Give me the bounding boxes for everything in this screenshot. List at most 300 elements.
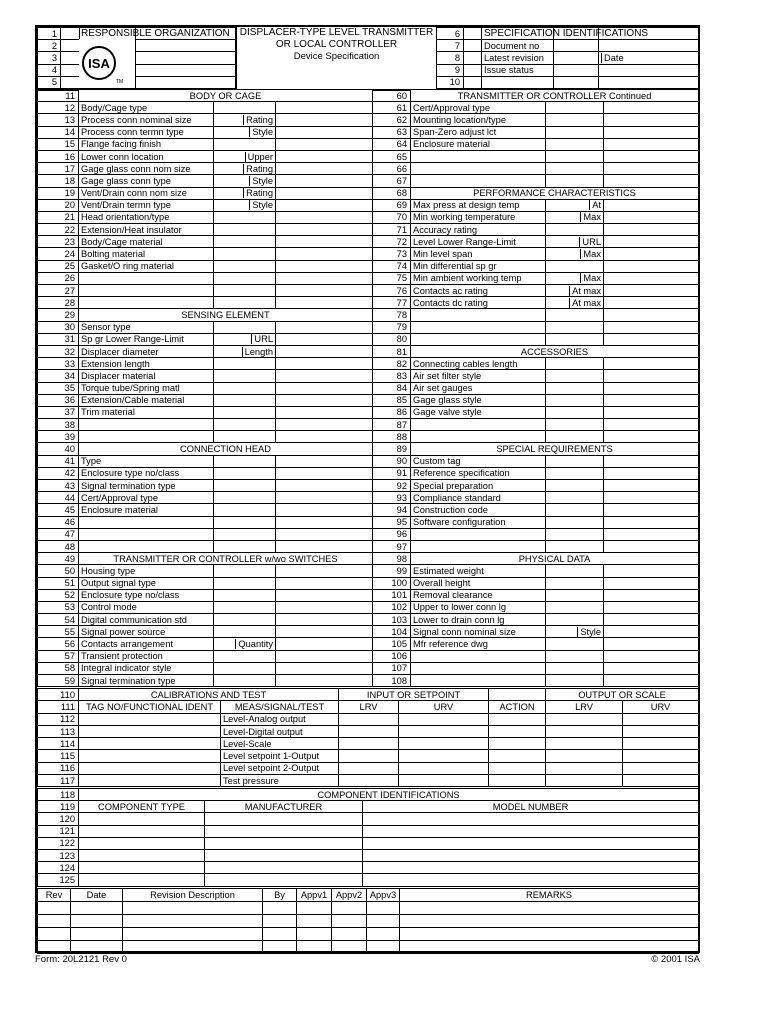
- field-value-2[interactable]: [276, 614, 373, 626]
- cal-value[interactable]: [546, 713, 623, 725]
- field-value[interactable]: [214, 333, 276, 345]
- field-value-2[interactable]: [276, 467, 373, 479]
- field-value-2[interactable]: [604, 138, 699, 150]
- cal-value[interactable]: [339, 725, 399, 737]
- field-value-2[interactable]: [276, 601, 373, 613]
- component-field[interactable]: [363, 874, 699, 886]
- field-value-2[interactable]: [276, 540, 373, 552]
- field-value-2[interactable]: [604, 236, 699, 248]
- cal-value[interactable]: [623, 775, 699, 787]
- field-value[interactable]: [546, 528, 604, 540]
- field-value[interactable]: [214, 248, 276, 260]
- cal-value[interactable]: [339, 775, 399, 787]
- field-value-2[interactable]: [604, 614, 699, 626]
- field-value-2[interactable]: [604, 577, 699, 589]
- field-value[interactable]: [214, 565, 276, 577]
- field-value[interactable]: [546, 333, 604, 345]
- org-field[interactable]: [136, 52, 236, 64]
- field-value[interactable]: [546, 309, 604, 321]
- field-value[interactable]: [546, 150, 604, 162]
- component-field[interactable]: [363, 862, 699, 874]
- field-label: [79, 419, 214, 431]
- field-value-2[interactable]: [604, 285, 699, 297]
- field-value-2[interactable]: [604, 431, 699, 443]
- field-value[interactable]: [546, 248, 604, 260]
- rev-field[interactable]: [71, 941, 123, 954]
- rev-field[interactable]: [297, 941, 332, 954]
- field-value[interactable]: [214, 175, 276, 187]
- field-value-2[interactable]: [604, 321, 699, 333]
- field-value[interactable]: [214, 321, 276, 333]
- rev-field[interactable]: [297, 915, 332, 928]
- component-field[interactable]: [363, 837, 699, 849]
- rev-field[interactable]: [123, 902, 263, 915]
- spec-row: [373, 90, 699, 102]
- line-number: 112: [38, 713, 79, 725]
- field-value-2[interactable]: [276, 431, 373, 443]
- field-value[interactable]: [546, 638, 604, 650]
- rev-field[interactable]: [332, 928, 367, 941]
- field-value[interactable]: [214, 589, 276, 601]
- field-value[interactable]: [546, 272, 604, 284]
- field-value[interactable]: [546, 370, 604, 382]
- cal-value[interactable]: [623, 762, 699, 774]
- field-value-2[interactable]: [604, 528, 699, 540]
- rev-field[interactable]: [332, 902, 367, 915]
- tag-field[interactable]: [79, 762, 221, 774]
- field-value[interactable]: [546, 260, 604, 272]
- field-value-2[interactable]: [276, 504, 373, 516]
- field-value-2[interactable]: [276, 455, 373, 467]
- field-value-2[interactable]: [604, 224, 699, 236]
- cal-value[interactable]: [399, 713, 489, 725]
- field-value[interactable]: [214, 370, 276, 382]
- field-value-2[interactable]: [604, 601, 699, 613]
- field-value-2[interactable]: [604, 370, 699, 382]
- field-value[interactable]: [214, 638, 276, 650]
- field-value[interactable]: [214, 662, 276, 674]
- field-value[interactable]: [546, 382, 604, 394]
- cal-value[interactable]: [623, 750, 699, 762]
- component-field[interactable]: [79, 874, 205, 886]
- field-value-2[interactable]: [604, 589, 699, 601]
- field-value[interactable]: [214, 236, 276, 248]
- component-field[interactable]: [363, 849, 699, 861]
- field-value[interactable]: [214, 431, 276, 443]
- field-value-2[interactable]: [604, 114, 699, 126]
- field-value-2[interactable]: [276, 662, 373, 674]
- field-label: [411, 528, 546, 540]
- spec-row: [38, 199, 373, 211]
- field-value-2[interactable]: [604, 406, 699, 418]
- field-value[interactable]: [546, 455, 604, 467]
- rev-field[interactable]: [367, 915, 400, 928]
- field-value-2[interactable]: [604, 455, 699, 467]
- tag-field[interactable]: [79, 750, 221, 762]
- field-value[interactable]: [546, 114, 604, 126]
- org-field[interactable]: [136, 76, 236, 88]
- field-value-2[interactable]: [604, 662, 699, 674]
- cal-value[interactable]: [399, 750, 489, 762]
- spec-date-field[interactable]: [599, 52, 699, 64]
- field-value-2[interactable]: [276, 589, 373, 601]
- field-value-2[interactable]: [604, 199, 699, 211]
- rev-field[interactable]: [38, 941, 71, 954]
- field-value[interactable]: [546, 540, 604, 552]
- rev-field[interactable]: [263, 928, 297, 941]
- field-value[interactable]: [546, 285, 604, 297]
- field-value[interactable]: [546, 431, 604, 443]
- rev-field[interactable]: [367, 928, 400, 941]
- field-value[interactable]: [546, 406, 604, 418]
- field-value-2[interactable]: [604, 516, 699, 528]
- field-value[interactable]: [214, 626, 276, 638]
- field-value[interactable]: [214, 199, 276, 211]
- field-value-2[interactable]: [276, 187, 373, 199]
- rev-field[interactable]: [367, 902, 400, 915]
- field-value-2[interactable]: [604, 492, 699, 504]
- field-value-2[interactable]: [276, 199, 373, 211]
- field-value-2[interactable]: [604, 211, 699, 223]
- field-value[interactable]: [214, 382, 276, 394]
- field-label: [411, 431, 546, 443]
- field-value-2[interactable]: [604, 150, 699, 162]
- tag-field[interactable]: [79, 775, 221, 787]
- field-label: Lower to drain conn lg: [411, 614, 546, 626]
- rev-field[interactable]: [123, 928, 263, 941]
- rev-field[interactable]: [400, 902, 699, 915]
- spec-value[interactable]: [554, 76, 599, 88]
- cal-value[interactable]: [546, 738, 623, 750]
- rev-field[interactable]: [38, 928, 71, 941]
- component-field[interactable]: [79, 825, 205, 837]
- field-value-2[interactable]: [604, 650, 699, 662]
- sub-label: At max: [569, 298, 601, 308]
- cal-value[interactable]: [399, 775, 489, 787]
- rev-field[interactable]: [367, 941, 400, 954]
- field-value-2[interactable]: [276, 358, 373, 370]
- field-label: Software configuration: [411, 516, 546, 528]
- field-value[interactable]: [546, 589, 604, 601]
- line-number: 33: [38, 358, 79, 370]
- field-value-2[interactable]: [276, 394, 373, 406]
- rev-field[interactable]: [332, 915, 367, 928]
- field-value[interactable]: [214, 102, 276, 114]
- field-value[interactable]: [546, 662, 604, 674]
- cal-value[interactable]: [339, 738, 399, 750]
- field-value[interactable]: [546, 163, 604, 175]
- tag-field[interactable]: [79, 738, 221, 750]
- cal-value[interactable]: [489, 775, 546, 787]
- field-value[interactable]: [214, 114, 276, 126]
- field-value-2[interactable]: [276, 345, 373, 357]
- field-value-2[interactable]: [276, 138, 373, 150]
- field-value[interactable]: [546, 321, 604, 333]
- spec-date-field[interactable]: [599, 40, 699, 52]
- field-value[interactable]: [214, 224, 276, 236]
- field-value[interactable]: [214, 675, 276, 687]
- component-field[interactable]: [363, 813, 699, 825]
- field-value-2[interactable]: [604, 358, 699, 370]
- field-value[interactable]: [214, 211, 276, 223]
- field-value[interactable]: [546, 601, 604, 613]
- field-value[interactable]: [214, 528, 276, 540]
- cal-value[interactable]: [623, 713, 699, 725]
- rev-field[interactable]: [38, 902, 71, 915]
- field-value-2[interactable]: [276, 260, 373, 272]
- field-value-2[interactable]: [604, 540, 699, 552]
- field-value[interactable]: [546, 480, 604, 492]
- spec-date-field[interactable]: [599, 76, 699, 88]
- field-value-2[interactable]: [604, 675, 699, 687]
- field-value-2[interactable]: [276, 333, 373, 345]
- field-value-2[interactable]: [276, 175, 373, 187]
- field-value-2[interactable]: [276, 114, 373, 126]
- field-value[interactable]: [214, 540, 276, 552]
- field-value-2[interactable]: [604, 309, 699, 321]
- spec-label: Latest revision: [482, 52, 554, 64]
- field-value[interactable]: [214, 297, 276, 309]
- field-value-2[interactable]: [276, 675, 373, 687]
- field-label: Air set gauges: [411, 382, 546, 394]
- field-value[interactable]: [214, 406, 276, 418]
- tag-field[interactable]: [79, 713, 221, 725]
- field-value[interactable]: [546, 297, 604, 309]
- field-value-2[interactable]: [604, 480, 699, 492]
- field-value[interactable]: [214, 492, 276, 504]
- cal-value[interactable]: [489, 725, 546, 737]
- spec-row: [38, 102, 373, 114]
- field-value-2[interactable]: [604, 297, 699, 309]
- line-number: 103: [373, 614, 411, 626]
- field-value-2[interactable]: [276, 102, 373, 114]
- rev-field[interactable]: [123, 915, 263, 928]
- field-value[interactable]: [214, 601, 276, 613]
- right-column-table: [372, 89, 699, 687]
- component-field[interactable]: [363, 825, 699, 837]
- field-value-2[interactable]: [276, 626, 373, 638]
- field-value-2[interactable]: [276, 638, 373, 650]
- field-value[interactable]: [214, 504, 276, 516]
- rev-field[interactable]: [71, 915, 123, 928]
- field-value[interactable]: [214, 467, 276, 479]
- line-number: 32: [38, 345, 79, 357]
- field-value[interactable]: [546, 394, 604, 406]
- field-value[interactable]: [546, 175, 604, 187]
- cal-value[interactable]: [339, 762, 399, 774]
- cal-value[interactable]: [546, 750, 623, 762]
- field-value-2[interactable]: [604, 467, 699, 479]
- field-value[interactable]: [546, 358, 604, 370]
- field-value[interactable]: [546, 614, 604, 626]
- field-value[interactable]: [214, 163, 276, 175]
- field-value[interactable]: [214, 577, 276, 589]
- field-value-2[interactable]: [276, 382, 373, 394]
- field-value[interactable]: [546, 126, 604, 138]
- field-value[interactable]: [214, 187, 276, 199]
- field-value[interactable]: [214, 480, 276, 492]
- line-number: 73: [373, 248, 411, 260]
- field-value-2[interactable]: [604, 394, 699, 406]
- field-value-2[interactable]: [604, 419, 699, 431]
- field-value-2[interactable]: [276, 516, 373, 528]
- field-value-2[interactable]: [276, 211, 373, 223]
- field-value[interactable]: [546, 138, 604, 150]
- rev-field[interactable]: [263, 941, 297, 954]
- cal-value[interactable]: [489, 713, 546, 725]
- field-value[interactable]: [546, 467, 604, 479]
- field-value-2[interactable]: [276, 370, 373, 382]
- spec-value[interactable]: [554, 40, 599, 52]
- rev-field[interactable]: [71, 902, 123, 915]
- field-value-2[interactable]: [604, 565, 699, 577]
- rev-field[interactable]: [400, 915, 699, 928]
- field-value[interactable]: [214, 516, 276, 528]
- field-value[interactable]: [546, 492, 604, 504]
- field-value[interactable]: [546, 224, 604, 236]
- field-value[interactable]: [546, 504, 604, 516]
- field-value-2[interactable]: [276, 150, 373, 162]
- line-number: 71: [373, 224, 411, 236]
- field-value-2[interactable]: [276, 480, 373, 492]
- cal-value[interactable]: [623, 725, 699, 737]
- field-value[interactable]: [214, 419, 276, 431]
- rev-field[interactable]: [71, 928, 123, 941]
- rev-field[interactable]: [400, 928, 699, 941]
- field-value-2[interactable]: [276, 565, 373, 577]
- org-field[interactable]: [136, 40, 236, 52]
- field-value-2[interactable]: [604, 175, 699, 187]
- spec-date-field[interactable]: [599, 64, 699, 76]
- component-field[interactable]: [79, 849, 205, 861]
- field-value[interactable]: [214, 272, 276, 284]
- field-value[interactable]: [214, 138, 276, 150]
- field-value[interactable]: [214, 650, 276, 662]
- field-value-2[interactable]: [604, 163, 699, 175]
- field-value-2[interactable]: [604, 248, 699, 260]
- field-value[interactable]: [214, 394, 276, 406]
- cal-value[interactable]: [546, 725, 623, 737]
- rev-field[interactable]: [297, 902, 332, 915]
- component-field[interactable]: [205, 837, 363, 849]
- field-value-2[interactable]: [276, 126, 373, 138]
- field-value[interactable]: [546, 626, 604, 638]
- spec-value[interactable]: [554, 52, 599, 64]
- field-value[interactable]: [214, 345, 276, 357]
- rev-field[interactable]: [123, 941, 263, 954]
- field-value-2[interactable]: [604, 382, 699, 394]
- cal-value[interactable]: [399, 725, 489, 737]
- cal-value[interactable]: [339, 713, 399, 725]
- field-value-2[interactable]: [276, 419, 373, 431]
- field-value[interactable]: [546, 102, 604, 114]
- field-value[interactable]: [546, 650, 604, 662]
- field-value-2[interactable]: [276, 577, 373, 589]
- field-value[interactable]: [214, 126, 276, 138]
- field-value-2[interactable]: [604, 333, 699, 345]
- field-value[interactable]: [546, 419, 604, 431]
- cal-value[interactable]: [489, 750, 546, 762]
- field-value-2[interactable]: [276, 492, 373, 504]
- field-value-2[interactable]: [276, 236, 373, 248]
- component-field[interactable]: [79, 862, 205, 874]
- field-value[interactable]: [546, 516, 604, 528]
- field-value[interactable]: [546, 675, 604, 687]
- field-value-2[interactable]: [604, 638, 699, 650]
- tag-field[interactable]: [79, 725, 221, 737]
- field-value-2[interactable]: [276, 224, 373, 236]
- field-value-2[interactable]: [604, 626, 699, 638]
- field-value[interactable]: [546, 565, 604, 577]
- component-field[interactable]: [205, 874, 363, 886]
- cal-value[interactable]: [623, 738, 699, 750]
- field-value[interactable]: [546, 236, 604, 248]
- cal-value[interactable]: [546, 775, 623, 787]
- field-value[interactable]: [214, 260, 276, 272]
- field-value-2[interactable]: [604, 126, 699, 138]
- field-value-2[interactable]: [276, 650, 373, 662]
- field-label: Enclosure material: [411, 138, 546, 150]
- component-field[interactable]: [79, 813, 205, 825]
- rev-field[interactable]: [263, 902, 297, 915]
- field-value[interactable]: [214, 614, 276, 626]
- spec-value[interactable]: [554, 64, 599, 76]
- header-blank: [61, 76, 80, 88]
- org-field[interactable]: [136, 64, 236, 76]
- field-value-2[interactable]: [276, 163, 373, 175]
- component-field[interactable]: [205, 813, 363, 825]
- spec-row: [38, 333, 373, 345]
- cal-value[interactable]: [546, 762, 623, 774]
- field-value-2[interactable]: [604, 504, 699, 516]
- cal-value[interactable]: [399, 762, 489, 774]
- sub-label: Style: [249, 127, 273, 137]
- field-value[interactable]: [214, 285, 276, 297]
- rev-field[interactable]: [400, 941, 699, 954]
- field-label: [411, 419, 546, 431]
- field-value[interactable]: [214, 150, 276, 162]
- field-value-2[interactable]: [276, 321, 373, 333]
- field-value-2[interactable]: [276, 297, 373, 309]
- field-value-2[interactable]: [276, 285, 373, 297]
- field-value[interactable]: [214, 455, 276, 467]
- field-value[interactable]: [546, 577, 604, 589]
- field-value-2[interactable]: [604, 260, 699, 272]
- cal-row: [38, 775, 699, 787]
- rev-field[interactable]: [332, 941, 367, 954]
- cal-value[interactable]: [399, 738, 489, 750]
- rev-field[interactable]: [263, 915, 297, 928]
- component-field[interactable]: [205, 862, 363, 874]
- cal-value[interactable]: [339, 750, 399, 762]
- field-value-2[interactable]: [604, 272, 699, 284]
- field-value-2[interactable]: [604, 102, 699, 114]
- cal-value[interactable]: [489, 738, 546, 750]
- component-field[interactable]: [205, 849, 363, 861]
- field-value-2[interactable]: [276, 272, 373, 284]
- component-field[interactable]: [205, 825, 363, 837]
- rev-field[interactable]: [38, 915, 71, 928]
- field-value-2[interactable]: [276, 406, 373, 418]
- field-value-2[interactable]: [276, 528, 373, 540]
- field-value[interactable]: [214, 358, 276, 370]
- field-value[interactable]: [546, 199, 604, 211]
- rev-field[interactable]: [297, 928, 332, 941]
- component-field[interactable]: [79, 837, 205, 849]
- cal-value[interactable]: [489, 762, 546, 774]
- field-value[interactable]: [546, 211, 604, 223]
- field-value-2[interactable]: [276, 248, 373, 260]
